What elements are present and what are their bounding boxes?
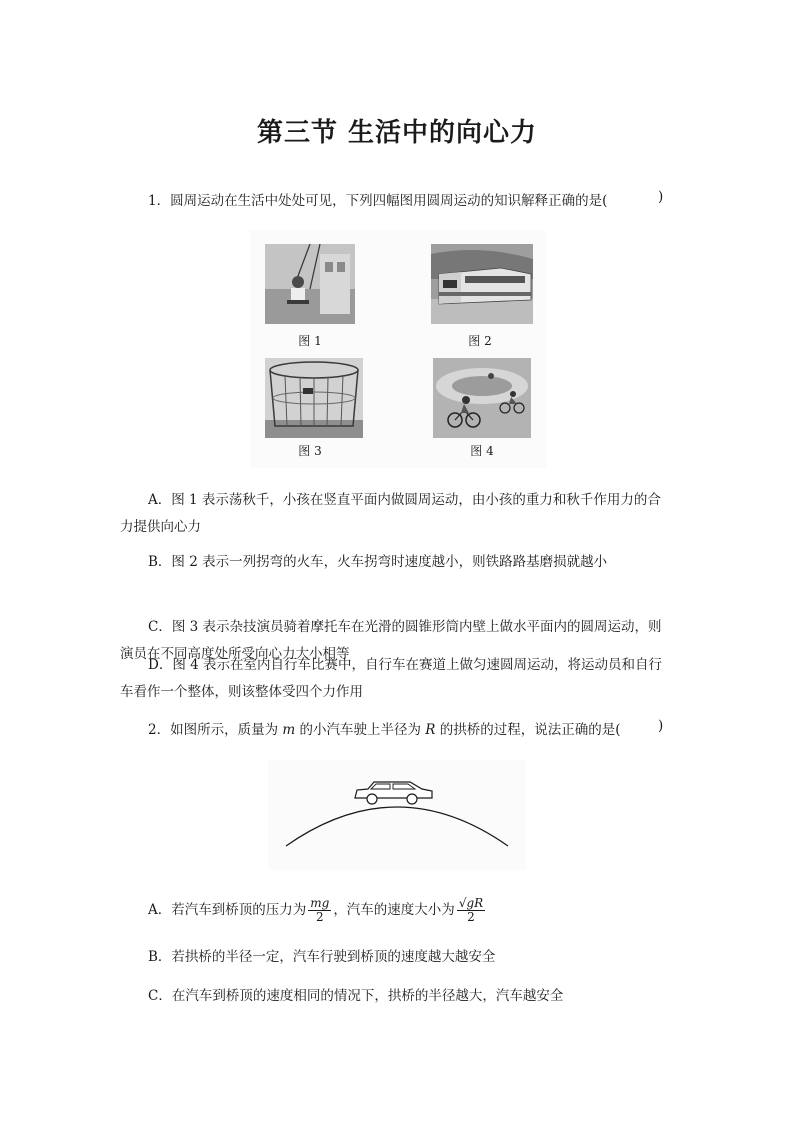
page-title: 第三节 生活中的向心力 bbox=[256, 118, 538, 148]
answer-paren-close: ) bbox=[658, 718, 664, 734]
question-2-stem bbox=[148, 718, 678, 738]
q2-option-c bbox=[120, 983, 676, 1010]
fraction-denominator: 2 bbox=[315, 910, 324, 924]
q2-option-a bbox=[120, 890, 676, 930]
q1-option-d-line2: 车看作一个整体，则该整体受四个力作用 bbox=[120, 684, 363, 700]
question-1-figure-panel bbox=[250, 230, 546, 468]
train-photo bbox=[431, 244, 533, 324]
q2-text-mid: 的小汽车驶上半径为 bbox=[295, 722, 426, 738]
q1-option-b bbox=[120, 549, 676, 576]
q2-radius-symbol: R bbox=[425, 722, 436, 738]
figure-3-caption: 图 3 bbox=[298, 444, 322, 458]
fraction-denominator: 2 bbox=[467, 910, 475, 924]
q2-option-a-text-mid: ，汽车的速度大小为 bbox=[333, 902, 455, 918]
q2-mass-symbol: m bbox=[282, 722, 296, 738]
q1-option-a-line2: 力提供向心力 bbox=[120, 519, 201, 535]
q2-option-c-text: C．在汽车到桥顶的速度相同的情况下，拱桥的半径越大，汽车越安全 bbox=[148, 988, 564, 1004]
fraction-mg-over-2 bbox=[308, 897, 331, 924]
fraction-sqrt-gR-over-2 bbox=[457, 897, 485, 924]
q1-option-a-line1: A．图 1 表示荡秋千，小孩在竖直平面内做圆周运动，由小孩的重力和秋千作用力的合 bbox=[148, 492, 661, 508]
fraction-numerator: √gR bbox=[458, 896, 484, 910]
q2-text-pre: 2．如图所示，质量为 bbox=[148, 722, 283, 738]
q2-option-b bbox=[120, 944, 676, 971]
q1-option-d bbox=[120, 652, 676, 706]
q1-option-b-line1: B．图 2 表示一列拐弯的火车，火车拐弯时速度越小，则铁路路基磨损就越小 bbox=[148, 554, 608, 570]
answer-paren-close: ) bbox=[658, 189, 664, 205]
question-1-text: 1．圆周运动在生活中处处可见，下列四幅图用圆周运动的知识解释正确的是( bbox=[148, 193, 608, 209]
question-1-stem bbox=[148, 189, 678, 209]
q1-option-c-line1: C．图 3 表示杂技演员骑着摩托车在光滑的圆锥形筒内壁上做水平面内的圆周运动，则 bbox=[148, 619, 662, 635]
q2-option-b-text: B．若拱桥的半径一定，汽车行驶到桥顶的速度越大越安全 bbox=[148, 949, 496, 965]
q2-text-post: 的拱桥的过程，说法正确的是( bbox=[435, 722, 621, 738]
swing-photo bbox=[265, 244, 355, 324]
q1-option-c-line2: 演员在不同高度处所受向心力大小相等 bbox=[120, 646, 350, 662]
car-icon bbox=[355, 782, 432, 804]
car-on-arch-bridge bbox=[268, 760, 526, 870]
q2-option-a-text-pre: A．若汽车到桥顶的压力为 bbox=[148, 902, 307, 918]
q1-option-d-line1: D．图 4 表示在室内自行车比赛中，自行车在赛道上做匀速圆周运动，将运动员和自行 bbox=[148, 657, 662, 673]
arch-bridge-curve bbox=[286, 807, 508, 846]
q1-option-a bbox=[120, 487, 676, 541]
figure-4-caption: 图 4 bbox=[470, 444, 494, 458]
fraction-numerator: mg bbox=[310, 896, 330, 910]
figure-1-caption: 图 1 bbox=[298, 334, 322, 348]
motorcycle-cage-photo bbox=[265, 358, 363, 438]
figure-2-caption: 图 2 bbox=[468, 334, 492, 348]
cycling-race-photo bbox=[433, 358, 531, 438]
